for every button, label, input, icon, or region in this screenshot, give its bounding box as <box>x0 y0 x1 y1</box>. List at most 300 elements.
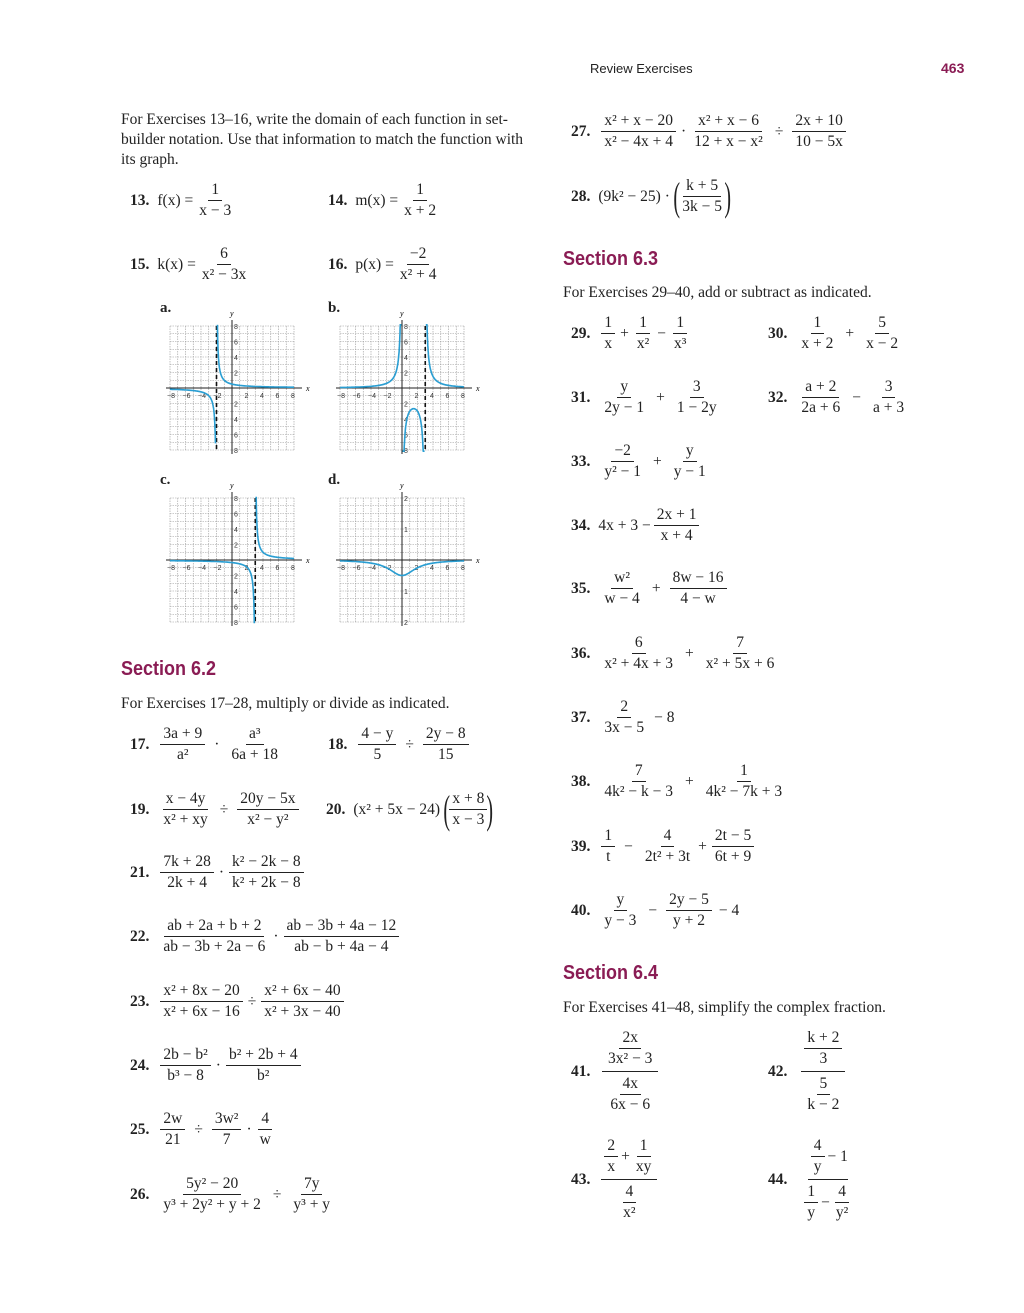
y-tick-label: 6 <box>234 432 238 440</box>
x-tick-label: 4 <box>430 565 434 572</box>
exercise-20 <box>326 786 497 832</box>
denominator: x² − y² <box>247 811 289 828</box>
graph-d <box>320 472 490 632</box>
numerator: 2y − 5 <box>666 890 712 911</box>
denominator: 6a + 18 <box>231 746 279 763</box>
ex-number: 39. <box>571 837 591 855</box>
y-tick-label: 2 <box>234 401 238 409</box>
denominator: y³ + y <box>293 1196 331 1213</box>
ex-number: 19. <box>130 800 150 818</box>
exercise-42 <box>768 1028 851 1115</box>
denominator: x + 2 <box>801 335 834 352</box>
operator: + <box>653 452 662 470</box>
numerator: 3w² <box>212 1109 242 1130</box>
numerator: 1 <box>208 180 222 201</box>
numerator: y <box>683 441 697 462</box>
x-tick-label: −6 <box>182 565 191 572</box>
denominator: x² + 4x + 3 <box>604 655 674 672</box>
numerator: 7 <box>632 761 646 782</box>
x-tick-label: −8 <box>337 393 345 400</box>
operator: + <box>656 388 665 406</box>
operator: + <box>698 837 707 855</box>
ex-prefix: (9k² − 25) · <box>598 187 670 205</box>
numerator: 2w <box>160 1109 185 1130</box>
x-axis-label: x <box>306 384 310 393</box>
numerator: ab + 2a + b + 2 <box>164 916 264 937</box>
numerator: 7k + 28 <box>160 852 214 873</box>
numerator: a + 2 <box>802 377 839 398</box>
numerator: k + 5 <box>683 176 721 197</box>
exercise-38 <box>571 761 788 802</box>
denominator: x − 2 <box>866 335 899 352</box>
numerator: 2t − 5 <box>712 826 754 847</box>
x-tick-label: −8 <box>167 565 175 572</box>
operator: · <box>246 1120 252 1138</box>
denominator: w − 4 <box>604 590 640 607</box>
numerator: x² + x − 20 <box>601 111 676 132</box>
exercise-13 <box>130 180 237 221</box>
numerator: 4 <box>258 1109 272 1130</box>
ex-number: 44. <box>768 1170 788 1188</box>
x-tick-label: 6 <box>275 393 280 400</box>
denominator: k² + 2k − 8 <box>232 874 301 891</box>
x-tick-label: 6 <box>445 393 450 400</box>
denominator: a² <box>177 746 189 763</box>
x-tick-label: −2 <box>383 565 392 572</box>
exercise-33 <box>571 441 712 482</box>
x-axis-label: x <box>476 384 480 393</box>
operator: − <box>852 388 861 406</box>
ex-number: 16. <box>328 255 348 273</box>
denominator: 6x − 6 <box>610 1096 651 1113</box>
denominator: 1 − 2y <box>676 399 717 416</box>
ex-prefix: (x² + 5x − 24) <box>353 800 441 818</box>
denominator: 4k² − 7k + 3 <box>705 783 783 800</box>
exercise-43 <box>571 1136 660 1223</box>
numerator: 1 <box>413 180 427 201</box>
numerator: 2 <box>604 1136 618 1157</box>
left-paren: ( <box>443 786 451 832</box>
y-tick-label: 6 <box>234 604 238 612</box>
x-tick-label: 8 <box>461 393 465 400</box>
denominator: x <box>604 335 613 352</box>
y-tick-label: 2 <box>404 401 408 409</box>
denominator: y² − 1 <box>604 463 642 480</box>
exercise-31 <box>571 377 723 418</box>
instructions-41-48: For Exercises 41–48, simplify the complex fraction. <box>563 999 886 1016</box>
denominator: 7 <box>222 1131 231 1148</box>
numerator: 1 <box>737 761 751 782</box>
exercise-19 <box>130 789 302 830</box>
y-tick-label: 4 <box>234 417 238 424</box>
numerator: x² + 6x − 40 <box>261 981 343 1002</box>
numerator: 1 <box>673 313 687 334</box>
function-curve <box>403 409 425 452</box>
numerator: 2x + 1 <box>654 505 700 526</box>
left-paren: ( <box>673 173 680 219</box>
x-tick-label: −8 <box>337 565 345 572</box>
denominator: 4 − w <box>680 590 716 607</box>
denominator: x² − 4x + 4 <box>604 133 674 150</box>
numerator: x − 4y <box>163 789 209 810</box>
y-tick-label: 4 <box>234 355 238 362</box>
numerator: 4 <box>811 1136 825 1157</box>
denominator: x³ <box>674 335 687 352</box>
denominator: xy <box>635 1158 652 1175</box>
operator: · <box>215 1056 221 1074</box>
denominator: 15 <box>438 746 454 763</box>
x-tick-label: −6 <box>182 393 191 400</box>
numerator: ab − 3b + 4a − 12 <box>284 916 400 937</box>
ex-number: 17. <box>130 735 150 753</box>
exercise-15 <box>130 244 252 285</box>
denominator: y − 1 <box>673 463 706 480</box>
y-tick-label: 6 <box>234 339 238 347</box>
numerator: 2 <box>617 697 631 718</box>
ex-number: 36. <box>571 644 591 662</box>
numerator: 1 <box>601 826 615 847</box>
y-tick-label: 8 <box>234 448 238 455</box>
graph-label-c: c. <box>160 472 171 488</box>
x-tick-label: −4 <box>198 393 206 400</box>
x-tick-label: −4 <box>368 565 376 572</box>
denominator: 5 <box>373 746 382 763</box>
operator: + <box>685 772 694 790</box>
y-tick-label: 2 <box>234 542 238 550</box>
denominator: ab − 3b + 2a − 6 <box>163 938 266 955</box>
y-tick-label: 4 <box>404 417 408 424</box>
denominator: x + 4 <box>660 527 693 544</box>
x-tick-label: −2 <box>383 393 392 400</box>
numerator: k² − 2k − 8 <box>229 852 304 873</box>
ex-number: 22. <box>130 927 150 945</box>
numerator: 7 <box>733 633 747 654</box>
numerator: 3 <box>882 377 896 398</box>
denominator: k − 2 <box>807 1096 840 1113</box>
numerator: 6 <box>217 244 231 265</box>
ex-number: 24. <box>130 1056 150 1074</box>
graph-b <box>320 300 490 460</box>
x-tick-label: 4 <box>430 393 434 400</box>
function-curve <box>217 325 294 387</box>
complex-fraction <box>798 1028 848 1115</box>
ex-lhs: f(x) = <box>157 191 194 209</box>
y-tick-label: 8 <box>234 324 238 331</box>
exercise-41 <box>571 1028 662 1115</box>
denominator: ab − b + 4a − 4 <box>294 938 389 955</box>
denominator: y − 3 <box>604 912 637 929</box>
exercise-34 <box>571 505 702 546</box>
operator: + <box>620 324 629 342</box>
operator: ÷ <box>272 1185 282 1203</box>
numerator: y <box>617 377 631 398</box>
x-tick-label: −8 <box>167 393 175 400</box>
denominator: 12 + x − x² <box>694 133 763 150</box>
x-tick-label: −4 <box>368 393 376 400</box>
ex-number: 23. <box>130 992 150 1010</box>
page-number: 463 <box>941 60 965 76</box>
numerator: 1 <box>811 313 825 334</box>
y-axis-label: y <box>400 309 404 318</box>
ex-lhs: k(x) = <box>157 255 196 273</box>
numerator: −2 <box>611 441 634 462</box>
numerator: 5y² − 20 <box>183 1174 241 1195</box>
right-paren: ) <box>486 786 494 832</box>
instructions-13-16: For Exercises 13–16, write the domain of each function in set-builder notation. Use that information to match the function with its graph. <box>121 111 524 168</box>
operator: + <box>685 644 694 662</box>
x-tick-label: −6 <box>352 393 361 400</box>
y-axis-label: y <box>230 481 234 490</box>
x-tick-label: −2 <box>213 565 222 572</box>
y-tick-label: 2 <box>234 573 238 581</box>
numerator: −2 <box>407 244 430 265</box>
denominator: y³ + 2y² + y + 2 <box>163 1196 261 1213</box>
ex-number: 40. <box>571 901 591 919</box>
ex-number: 20. <box>326 800 346 818</box>
denominator: x² + xy <box>163 811 208 828</box>
running-header: Review Exercises <box>590 61 693 76</box>
denominator: x² + 6x − 16 <box>163 1003 240 1020</box>
y-tick-label: 2 <box>404 620 408 627</box>
x-tick-label: −4 <box>198 565 206 572</box>
exercise-17 <box>130 724 284 765</box>
exercise-32 <box>768 377 910 418</box>
numerator: 1 <box>637 1136 651 1157</box>
x-tick-label: 8 <box>291 565 295 572</box>
exercise-37 <box>571 697 675 738</box>
numerator: 6 <box>632 633 646 654</box>
denominator: y <box>807 1204 816 1221</box>
y-tick-label: 2 <box>234 370 238 378</box>
section-6-4-heading: Section 6.4 <box>563 962 659 984</box>
graph-label-d: d. <box>328 472 341 488</box>
x-tick-label: 8 <box>291 393 295 400</box>
operator: · <box>218 863 225 881</box>
ex-number: 43. <box>571 1170 591 1188</box>
ex-number: 27. <box>571 122 591 140</box>
exercise-23 <box>130 981 347 1022</box>
x-tick-label: 2 <box>414 393 419 400</box>
denominator: a + 3 <box>873 399 905 416</box>
y-tick-label: 1 <box>404 527 408 534</box>
operator: + <box>845 324 855 342</box>
numerator: y <box>614 890 628 911</box>
x-tick-label: −6 <box>352 565 361 572</box>
ex-number: 15. <box>130 255 150 273</box>
exercise-25 <box>130 1109 277 1150</box>
denominator: b² <box>257 1067 270 1084</box>
numerator: 1 <box>636 313 650 334</box>
operator: − 1 <box>827 1147 848 1165</box>
numerator: 4 − y <box>358 724 396 745</box>
denominator: 3 <box>819 1050 828 1067</box>
numerator: 3a + 9 <box>160 724 205 745</box>
graph-label-a: a. <box>160 300 172 316</box>
y-tick-label: 8 <box>404 448 408 455</box>
x-tick-label: 2 <box>414 565 419 572</box>
ex-number: 29. <box>571 324 591 342</box>
operator: + <box>651 579 661 597</box>
exercise-26 <box>130 1174 336 1215</box>
numerator: 2x <box>619 1028 641 1049</box>
denominator: x² <box>623 1204 636 1221</box>
y-tick-label: 6 <box>404 339 408 347</box>
denominator: w <box>259 1131 271 1148</box>
exercise-27 <box>571 111 849 152</box>
ex-number: 41. <box>571 1062 591 1080</box>
ex-number: 33. <box>571 452 591 470</box>
numerator: 3 <box>690 377 704 398</box>
operator: ÷ <box>405 735 414 753</box>
ex-number: 37. <box>571 708 591 726</box>
y-axis-label: y <box>230 309 234 318</box>
ex-number: 31. <box>571 388 591 406</box>
denominator: 3k − 5 <box>682 198 722 215</box>
graph-c <box>150 472 320 632</box>
ex-number: 30. <box>768 324 788 342</box>
denominator: 3x² − 3 <box>608 1050 653 1067</box>
x-tick-label: 4 <box>260 565 264 572</box>
y-tick-label: 2 <box>404 496 408 503</box>
ex-lhs: p(x) = <box>355 255 394 273</box>
y-tick-label: 8 <box>234 620 238 627</box>
ex-prefix: 4x + 3 − <box>598 516 651 534</box>
exercise-16 <box>328 244 442 285</box>
instructions-17-28: For Exercises 17–28, multiply or divide as indicated. <box>121 695 450 712</box>
denominator: t <box>606 848 611 865</box>
numerator: a³ <box>246 724 264 745</box>
operator: ÷ <box>774 122 784 140</box>
operator: ÷ <box>247 992 257 1010</box>
numerator: 2y − 8 <box>423 724 469 745</box>
y-tick-label: 6 <box>404 432 408 440</box>
ex-number: 13. <box>130 191 150 209</box>
y-tick-label: 8 <box>404 324 408 331</box>
numerator: w² <box>611 568 633 589</box>
denominator: 2k + 4 <box>167 874 207 891</box>
ex-number: 35. <box>571 579 591 597</box>
y-tick-label: 6 <box>234 511 238 519</box>
exercise-22 <box>130 916 402 957</box>
denominator: b³ − 8 <box>167 1067 204 1084</box>
ex-number: 18. <box>328 735 348 753</box>
section-6-3-heading: Section 6.3 <box>563 248 659 270</box>
ex-number: 28. <box>571 187 591 205</box>
operator: − <box>657 324 667 342</box>
denominator: x − 3 <box>199 202 232 219</box>
denominator: y <box>813 1158 822 1175</box>
numerator: k + 2 <box>804 1028 842 1049</box>
operator: − <box>821 1193 830 1211</box>
x-tick-label: 4 <box>260 393 264 400</box>
y-tick-label: 2 <box>404 370 408 378</box>
denominator: x² + 4 <box>399 266 437 283</box>
x-tick-label: −2 <box>213 393 222 400</box>
numerator: 5 <box>817 1074 831 1095</box>
ex-number: 32. <box>768 388 788 406</box>
operator: · <box>214 735 220 753</box>
numerator: x² + x − 6 <box>695 111 762 132</box>
x-tick-label: 2 <box>244 565 249 572</box>
exercise-21 <box>130 852 307 893</box>
denominator: 3x − 5 <box>604 719 645 736</box>
denominator: 10 − 5x <box>795 133 843 150</box>
x-tick-label: 6 <box>275 565 280 572</box>
ex-suffix: − 8 <box>654 708 675 726</box>
complex-fraction <box>798 1136 857 1223</box>
exercise-24 <box>130 1045 304 1086</box>
instructions-29-40: For Exercises 29–40, add or subtract as indicated. <box>563 284 872 301</box>
x-tick-label: 8 <box>461 565 465 572</box>
exercise-44 <box>768 1136 860 1223</box>
y-tick-label: 4 <box>404 355 408 362</box>
y-tick-label: 4 <box>234 589 238 596</box>
exercise-30 <box>768 313 904 354</box>
denominator: 2y − 1 <box>604 399 645 416</box>
y-tick-label: 4 <box>234 527 238 534</box>
x-axis-label: x <box>306 556 310 565</box>
complex-fraction <box>601 1136 657 1223</box>
section-6-2-heading: Section 6.2 <box>121 658 217 680</box>
graph-label-b: b. <box>328 300 341 316</box>
numerator: x² + 8x − 20 <box>160 981 242 1002</box>
numerator: 20y − 5x <box>237 789 298 810</box>
denominator: x − 3 <box>452 811 485 828</box>
denominator: x <box>607 1158 616 1175</box>
operator: ÷ <box>194 1120 203 1138</box>
numerator: 4 <box>835 1182 849 1203</box>
exercise-40 <box>571 890 739 931</box>
numerator: 2b − b² <box>160 1045 210 1066</box>
numerator: 4x <box>620 1074 642 1095</box>
operator: + <box>621 1147 630 1165</box>
numerator: b² + 2b + 4 <box>226 1045 301 1066</box>
ex-number: 34. <box>571 516 591 534</box>
denominator: x² + 3x − 40 <box>264 1003 341 1020</box>
operator: ÷ <box>219 800 229 818</box>
ex-number: 25. <box>130 1120 150 1138</box>
exercise-28 <box>571 173 734 219</box>
numerator: 4 <box>623 1182 637 1203</box>
denominator: 2t² + 3t <box>644 848 691 865</box>
right-paren: ) <box>724 173 731 219</box>
denominator: x² − 3x <box>201 266 247 283</box>
exercise-39 <box>571 826 757 867</box>
ex-number: 26. <box>130 1185 150 1203</box>
denominator: x² <box>636 335 650 352</box>
numerator: x + 8 <box>449 789 487 810</box>
numerator: 8w − 16 <box>670 568 727 589</box>
denominator: 21 <box>165 1131 181 1148</box>
graph-a <box>150 300 320 460</box>
denominator: x² + 5x + 6 <box>705 655 775 672</box>
denominator: y² <box>835 1204 849 1221</box>
y-axis-label: y <box>400 481 404 490</box>
denominator: 6t + 9 <box>714 848 752 865</box>
numerator: 1 <box>804 1182 818 1203</box>
operator: · <box>273 927 279 945</box>
numerator: 5 <box>875 313 889 334</box>
ex-suffix: − 4 <box>718 901 740 919</box>
ex-number: 38. <box>571 772 591 790</box>
exercise-29 <box>571 313 692 354</box>
numerator: 2x + 10 <box>792 111 846 132</box>
ex-lhs: m(x) = <box>355 191 399 209</box>
denominator: y + 2 <box>673 912 705 929</box>
y-tick-label: 8 <box>234 496 238 503</box>
complex-fraction <box>601 1028 659 1115</box>
numerator: 4 <box>661 826 675 847</box>
